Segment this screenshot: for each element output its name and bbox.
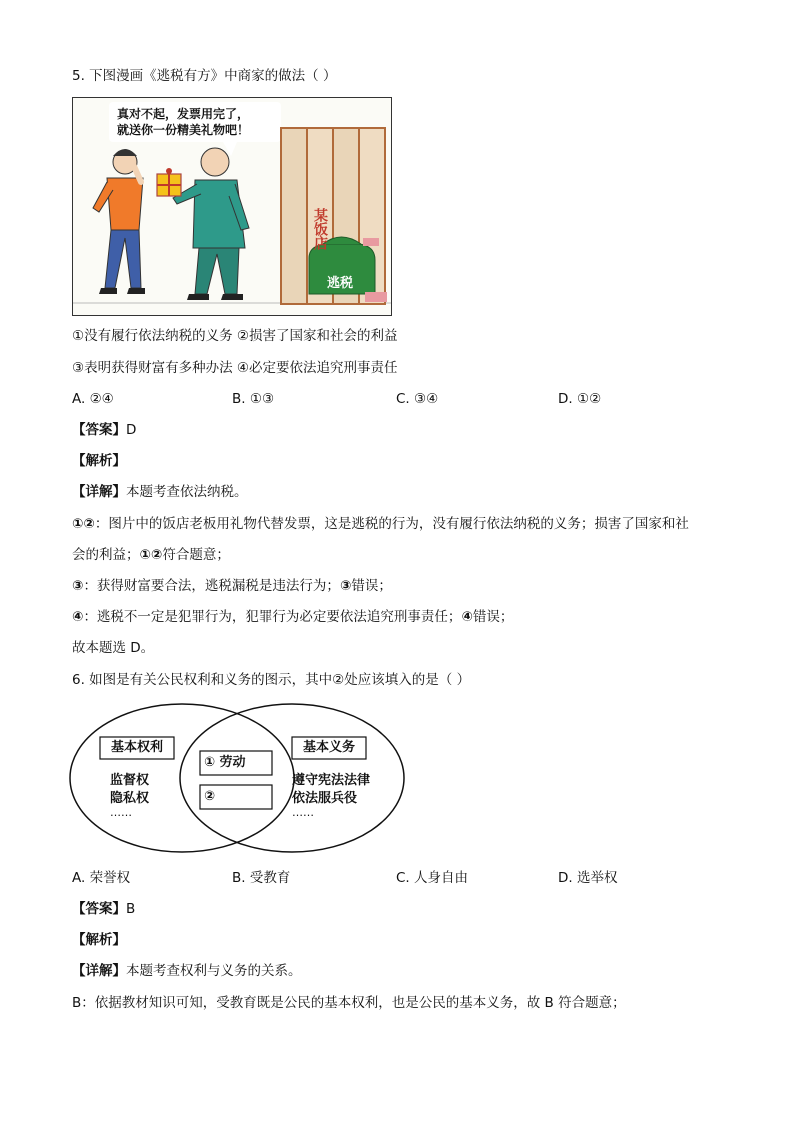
q6-analysis-tag: 【解析】 (72, 932, 126, 948)
duties-title: 基本义务 (302, 740, 355, 755)
q5-detail: 【详解】本题考查依法纳税。 (72, 484, 248, 500)
q5-statement-2: ③表明获得财富有多种办法 ④必定要依法追究刑事责任 (72, 360, 398, 376)
duties-item-1: 遵守宪法法律 (292, 773, 371, 788)
q5-explanation-3: ④：逃税不一定是犯罪行为，犯罪行为必定要依法追究刑事责任；④错误； (72, 609, 514, 625)
detail-tag: 【详解】 (72, 484, 126, 500)
q6-detail: 【详解】本题考查权利与义务的关系。 (72, 963, 302, 979)
speech-text-line1: 真对不起，发票用完了， (117, 107, 250, 121)
answer-tag: 【答案】 (72, 901, 126, 917)
q5-explanation-2: ③：获得财富要合法，逃税漏税是违法行为；③错误； (72, 578, 392, 594)
q5-explanation-1b: 会的利益；①②符合题意； (72, 547, 230, 563)
q6-option-b[interactable]: B. 受教育 (232, 870, 291, 886)
q6-answer (72, 899, 135, 919)
q5-option-c[interactable]: C. ③④ (396, 391, 439, 407)
q5-explanation-1: ①②：图片中的饭店老板用礼物代替发票，这是逃税的行为，没有履行依法纳税的义务；损害了国家和社 (72, 516, 689, 532)
shop-owner-figure (173, 148, 249, 300)
q5-analysis-tag: 【解析】 (72, 453, 126, 469)
q6-option-d[interactable]: D. 选举权 (558, 870, 618, 886)
detail-tag: 【详解】 (72, 963, 126, 979)
rights-more: …… (110, 806, 132, 819)
answer-tag: 【答案】 (72, 422, 126, 438)
q5-stem: 5. 下图漫画《逃税有方》中商家的做法（ ） (72, 68, 337, 84)
duties-more: …… (292, 806, 314, 819)
answer-value: D (126, 422, 137, 438)
rights-title: 基本权利 (110, 740, 163, 755)
q6-option-a[interactable]: A. 荣誉权 (72, 870, 131, 886)
q5-option-d[interactable]: D. ①② (558, 391, 602, 407)
q6-option-c[interactable]: C. 人身自由 (396, 870, 469, 886)
rights-item-2: 隐私权 (110, 791, 150, 806)
q5-answer (72, 420, 136, 440)
q6-stem: 6. 如图是有关公民权利和义务的图示，其中②处应该填入的是（ ） (72, 672, 471, 688)
tax-evasion-cartoon (72, 97, 392, 316)
q5-statement-1: ①没有履行依法纳税的义务 ②损害了国家和社会的利益 (72, 328, 398, 344)
gift-box (157, 168, 181, 196)
bag-label: 逃税 (327, 276, 354, 291)
speech-text-line2: 就送你一份精美礼物吧！ (117, 123, 250, 137)
q5-option-b[interactable]: B. ①③ (232, 391, 275, 407)
answer-value: B (126, 901, 136, 917)
q5-option-a[interactable]: A. ②④ (72, 391, 114, 407)
q6-explanation-1: B：依据教材知识可知，受教育既是公民的基本权利，也是公民的基本义务，故 B 符合题意； (72, 995, 626, 1011)
rights-ellipse (70, 704, 294, 852)
rights-duties-venn (66, 700, 410, 856)
duties-item-2: 依法服兵役 (292, 791, 358, 806)
shop-sign: 某饭店 (312, 208, 328, 250)
rights-item-1: 监督权 (110, 773, 150, 788)
mid-item-2: ② (204, 789, 216, 804)
q5-conclusion: 故本题选 D。 (72, 640, 155, 656)
customer-figure (93, 149, 145, 294)
mid-item-1: ① 劳动 (204, 755, 246, 770)
